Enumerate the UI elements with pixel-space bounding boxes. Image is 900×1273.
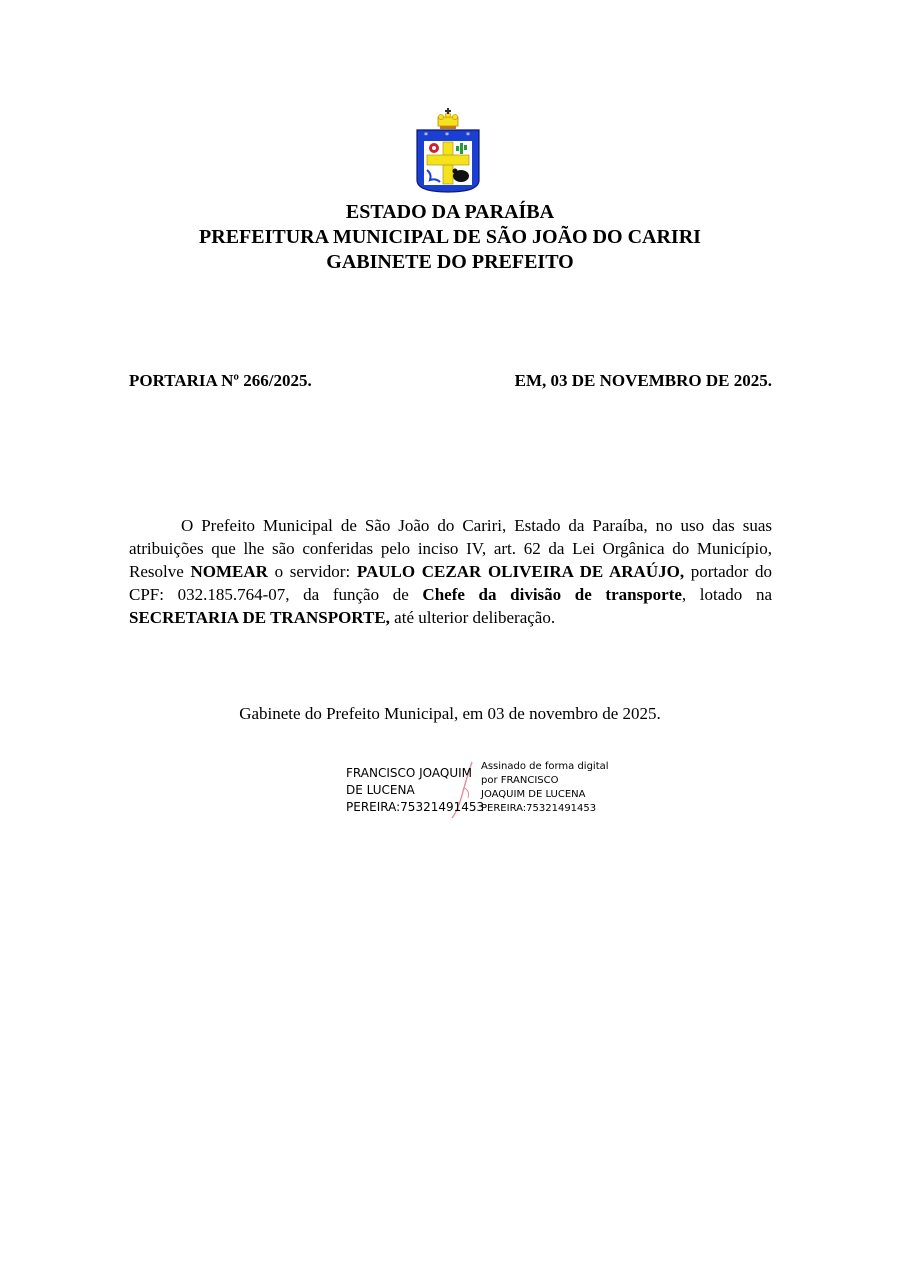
servant-name: PAULO CEZAR OLIVEIRA DE ARAÚJO,	[356, 562, 685, 581]
digital-note-line1: Assinado de forma digital	[481, 761, 609, 772]
function-title: Chefe da divisão de transporte	[422, 585, 682, 604]
body-text-ending: até ulterior deliberação.	[389, 608, 556, 627]
svg-text:*: *	[424, 131, 428, 140]
svg-text:*: *	[445, 131, 449, 140]
digital-signature	[346, 760, 616, 820]
secretariat-name: SECRETARIA DE TRANSPORTE,	[129, 608, 390, 627]
svg-text:*: *	[466, 131, 470, 140]
body-action: NOMEAR	[190, 562, 268, 581]
body-paragraph	[129, 514, 772, 629]
portaria-date: EM, 03 DE NOVEMBRO DE 2025.	[514, 371, 772, 390]
body-text-cpf: portador do CPF: 032.185.764-07, da função de	[129, 562, 773, 604]
prefecture-name: PREFEITURA MUNICIPAL DE SÃO JOÃO DO CARIRI	[199, 226, 701, 248]
digital-note-line2: por FRANCISCO	[481, 775, 559, 786]
portaria-number: PORTARIA Nº 266/2025.	[129, 371, 312, 390]
closing-line: Gabinete do Prefeito Municipal, em 03 de novembro de 2025.	[239, 704, 661, 723]
signer-name-line2: DE LUCENA	[346, 783, 415, 797]
digital-note-line4: PEREIRA:75321491453	[481, 803, 597, 814]
state-name: ESTADO DA PARAÍBA	[345, 201, 555, 223]
body-text-servant: o servidor:	[267, 562, 357, 581]
digital-signature-note	[481, 760, 616, 816]
office-name: GABINETE DO PREFEITO	[326, 251, 574, 273]
body-text-intro: O Prefeito Municipal de São João do Cariri, Estado da Paraíba, no uso das suas atribuições que lhe são conferidas pelo inciso IV, art. 62 da Lei Orgânica do Município, Resolve	[129, 516, 772, 581]
document-header	[0, 200, 900, 275]
body-text-lotado: , lotado na	[681, 585, 772, 604]
digital-note-line3: JOAQUIM DE LUCENA	[481, 789, 586, 800]
municipal-coat-of-arms-icon	[414, 108, 482, 194]
signer-name-line3: PEREIRA:75321491453	[346, 800, 485, 814]
signer-name-line1: FRANCISCO JOAQUIM	[346, 766, 473, 780]
signer-name-block	[346, 765, 485, 816]
